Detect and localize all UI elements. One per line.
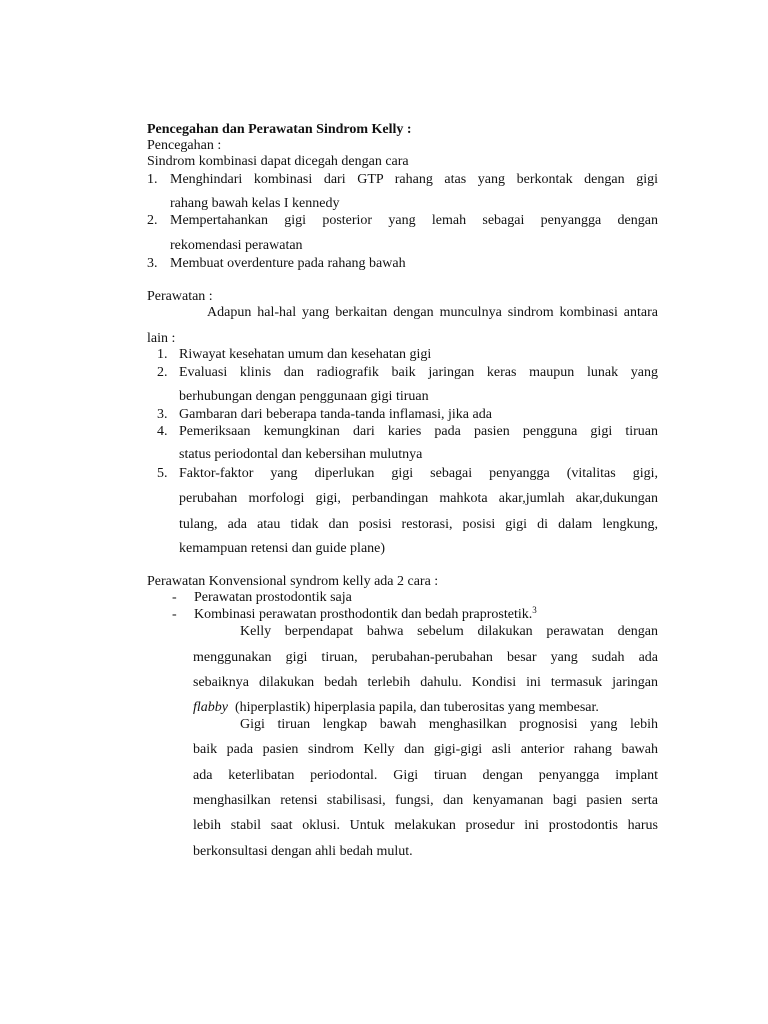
- konvensional-bullet-2-text: [194, 606, 537, 624]
- paragraph-1-line-4-rest: (hiperplastik) hiperplasia papila, dan tuberositas yang membesar.: [235, 700, 599, 715]
- perawatan-item-4-text-cont: status periodontal dan kebersihan mulutnya: [179, 447, 423, 462]
- paragraph-1-line-3: sebaiknya dilakukan bedah terlebih dahulu. Kondisi ini termasuk jaringan: [193, 675, 658, 690]
- perawatan-item-5-text-cont-3: kemampuan retensi dan guide plane): [179, 541, 386, 556]
- paragraph-2-line-2: baik pada pasien sindrom Kelly dan gigi-gigi asli anterior rahang bawah: [193, 742, 658, 757]
- konvensional-bullet-1-text: Perawatan prostodontik saja: [194, 590, 352, 605]
- pencegahan-item-2-text: Mempertahankan gigi posterior yang lemah sebagai penyangga dengan: [170, 213, 658, 228]
- paragraph-2-line-5: lebih stabil saat oklusi. Untuk melakukan prosedur ini prostodontis harus: [193, 818, 658, 833]
- paragraph-2-line-4: menghasilkan retensi stabilisasi, fungsi, dan kenyamanan bagi pasien serta: [193, 793, 658, 808]
- perawatan-item-2-number: 2.: [157, 365, 168, 380]
- pencegahan-item-2-number: 2.: [147, 213, 158, 228]
- pencegahan-item-3-number: 3.: [147, 256, 158, 271]
- perawatan-item-3-text: Gambaran dari beberapa tanda-tanda inflamasi, jika ada: [179, 407, 492, 422]
- pencegahan-heading: Pencegahan :: [147, 138, 222, 153]
- paragraph-1-line-4: [193, 699, 599, 717]
- perawatan-item-5-number: 5.: [157, 466, 168, 481]
- paragraph-2-line-1: Gigi tiruan lengkap bawah menghasilkan prognosisi yang lebih: [240, 717, 658, 732]
- konvensional-bullet-2-label: Kombinasi perawatan prosthodontik dan bedah praprostetik.: [194, 607, 533, 622]
- pencegahan-item-1-number: 1.: [147, 172, 158, 187]
- paragraph-1-line-1: Kelly berpendapat bahwa sebelum dilakukan perawatan dengan: [240, 624, 658, 639]
- perawatan-item-4-text: Pemeriksaan kemungkinan dari karies pada pasien pengguna gigi tiruan: [179, 424, 658, 439]
- perawatan-intro: Adapun hal-hal yang berkaitan dengan munculnya sindrom kombinasi antara: [207, 305, 658, 320]
- pencegahan-item-2-text-cont: rekomendasi perawatan: [170, 238, 303, 253]
- perawatan-item-5-text-cont-1: perubahan morfologi gigi, perbandingan mahkota akar,jumlah akar,dukungan: [179, 491, 658, 506]
- document-title: Pencegahan dan Perawatan Sindrom Kelly :: [147, 122, 412, 137]
- perawatan-item-5-text: Faktor-faktor yang diperlukan gigi sebagai penyangga (vitalitas gigi,: [179, 466, 658, 481]
- konvensional-bullet-2-marker: -: [172, 607, 177, 622]
- perawatan-heading: Perawatan :: [147, 289, 213, 304]
- pencegahan-intro: Sindrom kombinasi dapat dicegah dengan cara: [147, 154, 409, 169]
- perawatan-item-2-text-cont: berhubungan dengan penggunaan gigi tiruan: [179, 389, 429, 404]
- konvensional-bullet-1-marker: -: [172, 590, 177, 605]
- perawatan-intro-cont: lain :: [147, 331, 176, 346]
- perawatan-item-1-number: 1.: [157, 347, 168, 362]
- perawatan-item-2-text: Evaluasi klinis dan radiografik baik jaringan keras maupun lunak yang: [179, 365, 658, 380]
- paragraph-2-line-6: berkonsultasi dengan ahli bedah mulut.: [193, 844, 413, 859]
- pencegahan-item-1-text: Menghindari kombinasi dari GTP rahang atas yang berkontak dengan gigi: [170, 172, 658, 187]
- perawatan-item-4-number: 4.: [157, 424, 168, 439]
- paragraph-2-line-3: ada keterlibatan periodontal. Gigi tiruan dengan penyangga implant: [193, 768, 658, 783]
- perawatan-item-5-text-cont-2: tulang, ada atau tidak dan posisi restorasi, posisi gigi di dalam lengkung,: [179, 517, 658, 532]
- paragraph-1-line-2: menggunakan gigi tiruan, perubahan-perubahan besar yang sudah ada: [193, 650, 658, 665]
- perawatan-item-1-text: Riwayat kesehatan umum dan kesehatan gigi: [179, 347, 432, 362]
- pencegahan-item-3-text: Membuat overdenture pada rahang bawah: [170, 256, 406, 271]
- italic-term-flabby: flabby: [193, 700, 228, 715]
- pencegahan-item-1-text-cont: rahang bawah kelas I kennedy: [170, 196, 340, 211]
- perawatan-item-3-number: 3.: [157, 407, 168, 422]
- konvensional-heading: Perawatan Konvensional syndrom kelly ada 2 cara :: [147, 574, 439, 589]
- citation-marker: 3: [532, 605, 537, 615]
